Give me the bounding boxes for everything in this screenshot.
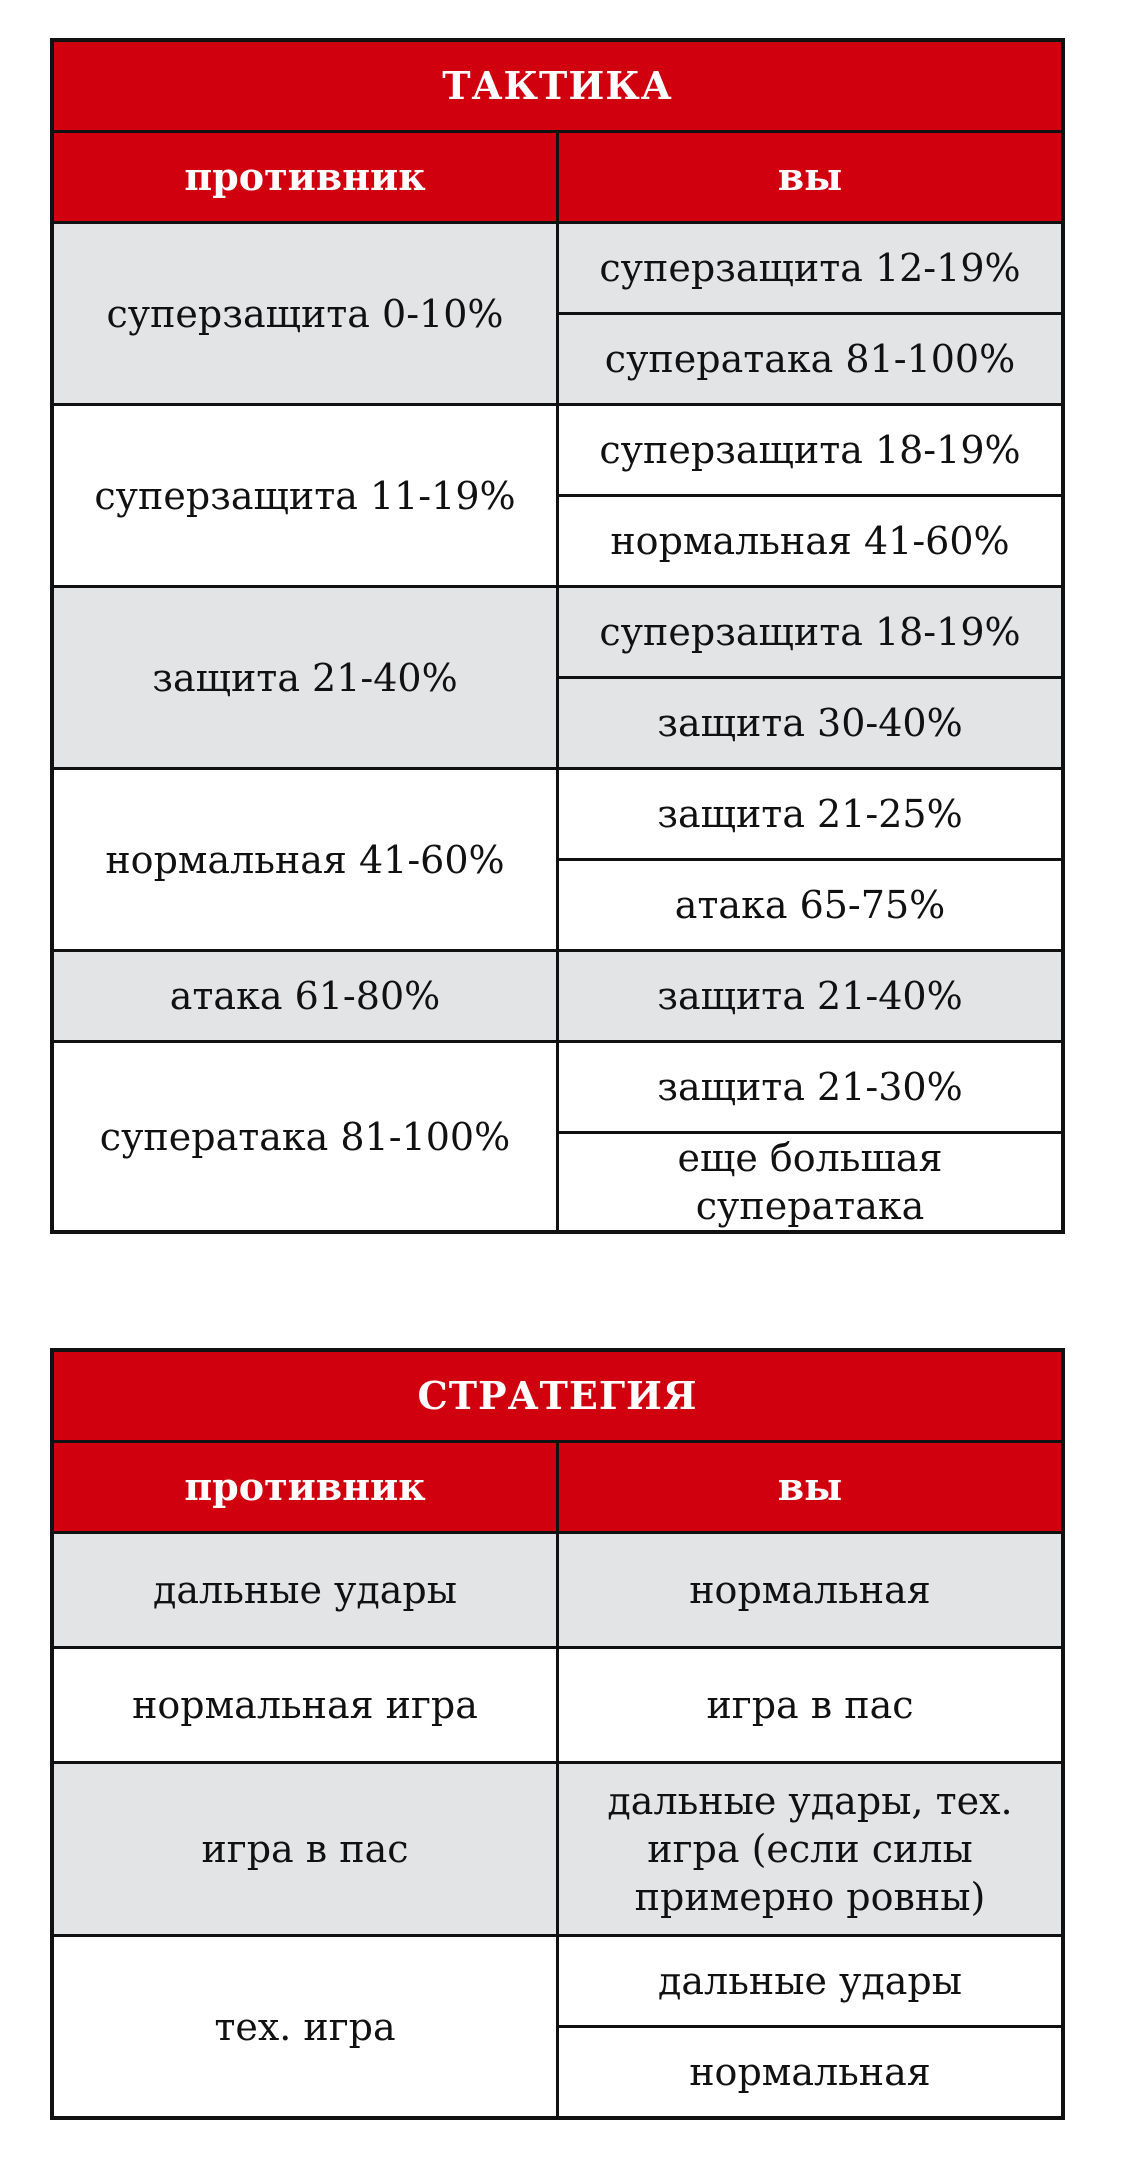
you-cell: еще большая суператака — [558, 1133, 1064, 1233]
opponent-cell: игра в пас — [52, 1763, 558, 1936]
you-cell: защита 30-40% — [558, 678, 1064, 769]
you-cell: защита 21-30% — [558, 1042, 1064, 1133]
table-row — [52, 769, 1063, 860]
you-cell: дальные удары — [558, 1936, 1064, 2027]
opponent-cell: суператака 81-100% — [52, 1042, 558, 1233]
table-row — [52, 1042, 1063, 1133]
you-cell: игра в пас — [558, 1648, 1064, 1763]
opponent-cell: суперзащита 0-10% — [52, 223, 558, 405]
tactics-header-you: вы — [558, 132, 1064, 223]
opponent-cell: нормальная 41-60% — [52, 769, 558, 951]
opponent-cell: тех. игра — [52, 1936, 558, 2119]
you-cell: суперзащита 18-19% — [558, 405, 1064, 496]
strategy-table — [50, 1348, 1065, 2120]
you-cell: суперзащита 12-19% — [558, 223, 1064, 314]
opponent-cell: дальные удары — [52, 1533, 558, 1648]
you-cell: нормальная 41-60% — [558, 496, 1064, 587]
strategy-header-you: вы — [558, 1442, 1064, 1533]
you-cell: дальные удары, тех. игра (если силы примерно ровны) — [558, 1763, 1064, 1936]
table-row — [52, 405, 1063, 496]
you-cell: нормальная — [558, 1533, 1064, 1648]
tactics-table — [50, 38, 1065, 1234]
strategy-header-opponent: противник — [52, 1442, 558, 1533]
tactics-title: ТАКТИКА — [52, 40, 1063, 132]
opponent-cell: атака 61-80% — [52, 951, 558, 1042]
tactics-header-opponent: противник — [52, 132, 558, 223]
table-row — [52, 951, 1063, 1042]
opponent-cell: суперзащита 11-19% — [52, 405, 558, 587]
you-cell: суперзащита 18-19% — [558, 587, 1064, 678]
opponent-cell: нормальная игра — [52, 1648, 558, 1763]
strategy-title: СТРАТЕГИЯ — [52, 1350, 1063, 1442]
you-cell: атака 65-75% — [558, 860, 1064, 951]
opponent-cell: защита 21-40% — [52, 587, 558, 769]
table-row — [52, 1533, 1063, 1648]
table-row — [52, 1763, 1063, 1936]
table-row — [52, 1648, 1063, 1763]
table-row — [52, 223, 1063, 314]
table-row — [52, 1936, 1063, 2027]
you-cell: суператака 81-100% — [558, 314, 1064, 405]
table-row — [52, 587, 1063, 678]
you-cell: защита 21-40% — [558, 951, 1064, 1042]
you-cell: защита 21-25% — [558, 769, 1064, 860]
you-cell: нормальная — [558, 2027, 1064, 2119]
